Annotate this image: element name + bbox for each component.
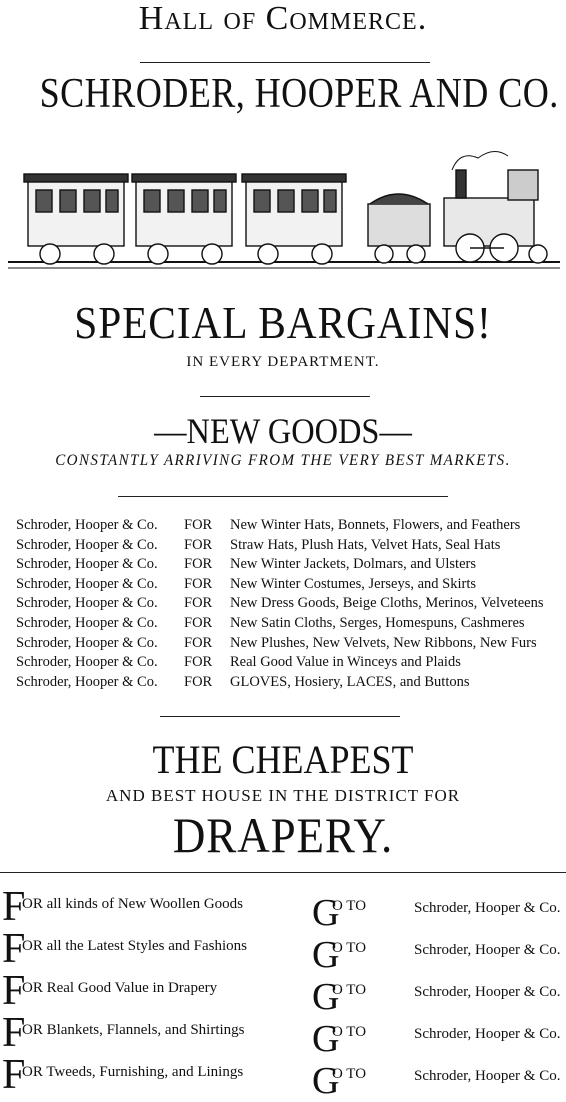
firm-name: Schroder, Hooper & Co. [16,556,158,573]
drapery-heading: DRAPERY. [172,807,394,863]
firm-name: Schroder, Hooper & Co. [16,614,158,631]
for-text: OR Real Good Value in Drapery [22,980,218,996]
divider-rule [200,396,370,397]
divider-rule [118,496,448,497]
cheapest-heading: THE CHEAPEST [152,737,414,782]
go-to-text: O TO [332,940,367,956]
steam-train-icon [8,140,560,280]
go-to-text: O TO [332,1024,367,1040]
constantly-arriving-tagline: CONSTANTLY ARRIVING FROM THE VERY BEST MARKETS. [55,452,511,469]
for-label: FOR [184,634,213,651]
goods-items: New Satin Cloths, Serges, Homespuns, Cashmeres [230,614,525,631]
for-label: FOR [184,614,213,631]
for-label: FOR [184,595,213,612]
list-item [16,516,566,536]
list-item [16,653,566,673]
divider-rule [0,872,566,873]
goods-items: New Winter Hats, Bonnets, Flowers, and Feathers [230,517,521,533]
for-label: FOR [184,536,213,553]
firm-name: Schroder, Hooper & Co. [414,900,561,916]
divider-rule [140,62,430,63]
list-item [16,614,566,634]
for-label: FOR [184,575,213,592]
firm-name: Schroder, Hooper & Co. [16,575,158,592]
initial-f: F [2,926,26,972]
list-item [16,575,566,595]
goods-items: Straw Hats, Plush Hats, Velvet Hats, Seal Hats [230,536,501,553]
goods-items: Real Good Value in Winceys and Plaids [230,654,461,671]
list-item [16,555,566,575]
for-list [0,880,566,1102]
initial-g: G [312,934,340,976]
list-item [0,922,566,976]
firm-name: Schroder, Hooper & Co. [16,673,158,690]
hall-title: Hall of Commerce. [138,0,428,37]
list-item [0,880,566,934]
firm-name: Schroder, Hooper & Co. [16,654,158,671]
initial-g: G [312,892,340,934]
divider-rule [160,716,400,717]
goods-items: New Plushes, New Velvets, New Ribbons, New Furs [230,634,537,651]
list-item [16,594,566,614]
goods-items: New Winter Jackets, Dolmars, and Ulsters [230,556,476,573]
best-house-subtitle: AND BEST HOUSE IN THE DISTRICT FOR [105,786,461,805]
initial-g: G [312,1018,340,1060]
initial-f: F [2,884,26,930]
company-name: SCHRODER, HOOPER AND CO. [39,71,559,117]
new-goods-heading: —NEW GOODS— [154,411,412,451]
list-item [0,1048,566,1102]
initial-f: F [2,1052,26,1098]
firm-name: Schroder, Hooper & Co. [414,942,561,958]
firm-name: Schroder, Hooper & Co. [16,536,158,553]
for-text: OR all the Latest Styles and Fashions [22,938,247,954]
go-to-text: O TO [332,898,367,914]
goods-items: GLOVES, Hosiery, LACES, and Buttons [230,673,470,690]
goods-list [16,516,566,692]
list-item [0,964,566,1018]
for-label: FOR [184,517,213,533]
every-department-subtitle: IN EVERY DEPARTMENT. [186,354,380,370]
list-item [16,634,566,654]
firm-name: Schroder, Hooper & Co. [414,1068,561,1084]
list-item [16,536,566,556]
goods-items: New Dress Goods, Beige Cloths, Merinos, Velveteens [230,595,544,612]
for-label: FOR [184,556,213,573]
for-text: OR Blankets, Flannels, and Shirtings [22,1022,245,1038]
initial-f: F [2,1010,26,1056]
for-text: OR all kinds of New Woollen Goods [22,896,244,912]
list-item [0,1006,566,1060]
firm-name: Schroder, Hooper & Co. [16,517,158,533]
firm-name: Schroder, Hooper & Co. [16,595,158,612]
go-to-text: O TO [332,982,367,998]
for-label: FOR [184,673,213,690]
for-text: OR Tweeds, Furnishing, and Linings [22,1064,244,1080]
firm-name: Schroder, Hooper & Co. [414,1026,561,1042]
special-bargains-heading: SPECIAL BARGAINS! [74,297,492,348]
for-label: FOR [184,654,213,671]
initial-g: G [312,976,340,1018]
list-item [16,673,566,693]
go-to-text: O TO [332,1066,367,1082]
firm-name: Schroder, Hooper & Co. [16,634,158,651]
initial-f: F [2,968,26,1014]
initial-g: G [312,1060,340,1102]
firm-name: Schroder, Hooper & Co. [414,984,561,1000]
goods-items: New Winter Costumes, Jerseys, and Skirts [230,575,477,592]
